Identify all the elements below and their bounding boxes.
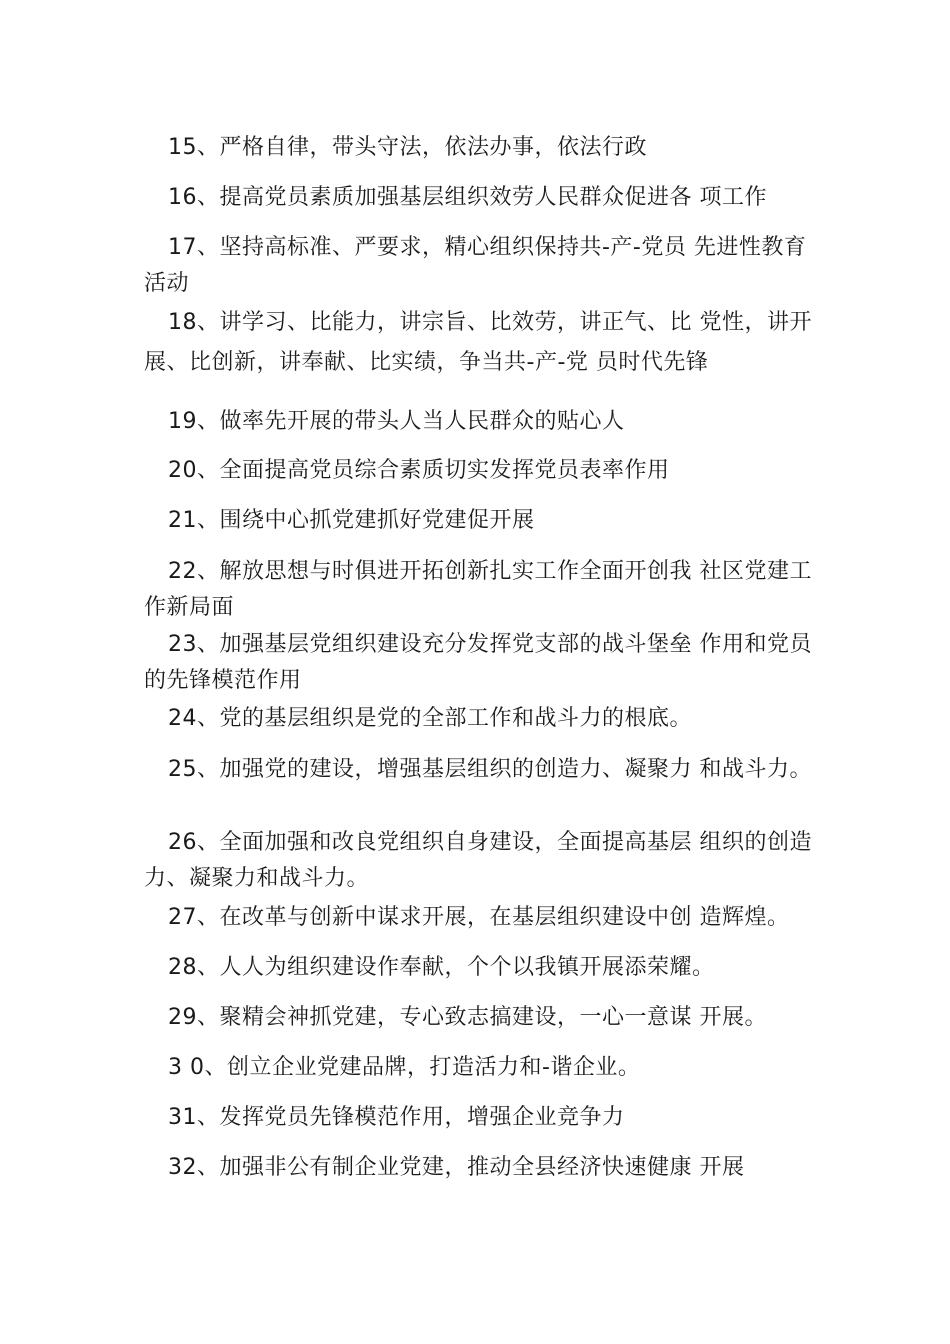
slogan-item-27: 27、在改革与创新中谋求开展，在基层组织建设中创 造辉煌。 — [168, 905, 790, 930]
slogan-item-29: 29、聚精会神抓党建，专心致志搞建设，一心一意谋 开展。 — [168, 1005, 767, 1030]
slogan-item-24: 24、党的基层组织是党的全部工作和战斗力的根底。 — [168, 706, 692, 731]
slogan-item-16: 16、提高党员素质加强基层组织效劳人民群众促进各 项工作 — [168, 185, 767, 210]
slogan-item-19: 19、做率先开展的带头人当人民群众的贴心人 — [168, 409, 625, 434]
slogan-item-30: 3 0、创立企业党建品牌，打造活力和-谐企业。 — [168, 1055, 641, 1080]
slogan-item-31: 31、发挥党员先锋模范作用，增强企业竞争力 — [168, 1105, 625, 1130]
slogan-item-18: 18、讲学习、比能力，讲宗旨、比效劳，讲正气、比 党性，讲开展、比创新，讲奉献、比实绩，争当共-产-党 员时代先锋 — [144, 310, 812, 375]
slogan-item-25: 25、加强党的建设，增强基层组织的创造力、凝聚力 和战斗力。 — [168, 757, 812, 782]
slogan-item-32: 32、加强非公有制企业党建，推动全县经济快速健康 开展 — [168, 1155, 745, 1180]
slogan-item-20: 20、全面提高党员综合素质切实发挥党员表率作用 — [168, 458, 670, 483]
slogan-item-28: 28、人人为组织建设作奉献，个个以我镇开展添荣耀。 — [168, 955, 715, 980]
slogan-item-23: 23、加强基层党组织建设充分发挥党支部的战斗堡垒 作用和党员的先锋模范作用 — [144, 632, 812, 693]
slogan-item-22: 22、解放思想与时俱进开拓创新扎实工作全面开创我 社区党建工作新局面 — [144, 559, 812, 620]
slogan-item-15: 15、严格自律，带头守法，依法办事，依法行政 — [168, 135, 647, 160]
slogan-item-21: 21、围绕中心抓党建抓好党建促开展 — [168, 508, 535, 533]
slogan-item-17: 17、坚持高标准、严要求，精心组织保持共-产-党员 先进性教育活动 — [144, 235, 807, 296]
slogan-item-26: 26、全面加强和改良党组织自身建设，全面提高基层 组织的创造力、凝聚力和战斗力。 — [144, 830, 812, 891]
